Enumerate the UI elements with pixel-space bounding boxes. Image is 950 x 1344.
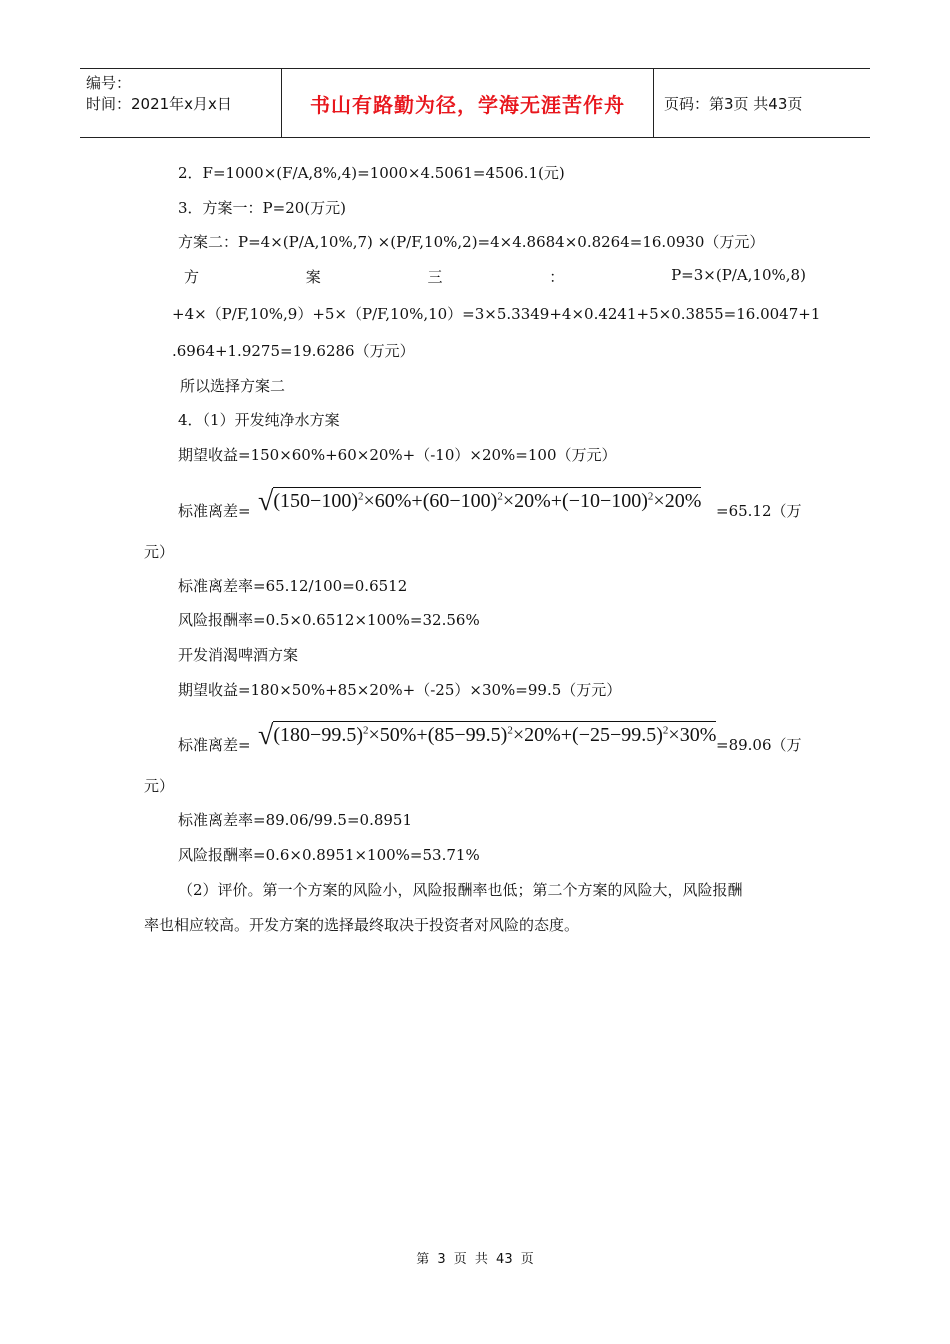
sqrt-icon: √ [258,486,274,517]
page-info: 页码：第3页 共43页 [664,94,803,113]
beer-std-dev-unit: 元） [144,777,175,795]
beer-std-dev-result: =89.06（万 [716,736,802,754]
answer-3-plan-3-result: .6964+1.9275=19.6286（万元） [172,342,415,360]
header-page-info-cell [654,69,870,137]
answer-3-plan-1: 3．方案一：P=20(万元) [178,199,346,217]
header-motto-cell [282,69,654,137]
answer-3-plan-2: 方案二：P=4×(P/A,10%,7) ×(P/F,10%,2)=4×4.8684×0.8264=16.0930（万元） [178,233,765,251]
beer-plan-heading: 开发消渴啤酒方案 [178,646,299,664]
answer-3-conclusion: 所以选择方案二 [180,377,286,395]
plan-3-char-1: 方 [184,268,200,286]
water-std-dev-formula [258,486,701,518]
beer-std-dev-rate: 标准离差率=89.06/99.5=0.8951 [178,811,413,829]
water-risk-return-rate: 风险报酬率=0.5×0.6512×100%=32.56% [178,611,480,629]
water-radicand: $(150-100)^2\times 60\%+(60-100)^2\times 20\%+(-10-100)^2\times 20\%$ [273,487,701,512]
plan-3-char-2: 案 [305,268,321,286]
water-std-dev-rate: 标准离差率=65.12/100=0.6512 [178,577,408,595]
page-header [80,68,870,138]
plan-3-colon: ： [549,268,565,286]
water-std-dev-result: =65.12（万 [716,502,802,520]
answer-3-plan-3 [184,266,806,287]
sqrt-icon: √ [258,720,274,751]
beer-std-dev-formula [258,720,716,752]
plan-3-char-3: 三 [427,268,443,286]
motto: 书山有路勤为径，学海无涯苦作舟 [310,92,625,117]
answer-2: 2．F=1000×(F/A,8%,4)=1000×4.5061=4506.1(元) [178,164,565,182]
plan-3-formula-start: P=3×(P/A,10%,8) [671,266,806,284]
evaluation-line-2: 率也相应较高。开发方案的选择最终取决于投资者对风险的态度。 [144,916,580,934]
beer-risk-return-rate: 风险报酬率=0.6×0.8951×100%=53.71% [178,846,480,864]
water-std-dev-unit: 元） [144,543,175,561]
evaluation-line-1: （2）评价。第一个方案的风险小，风险报酬率也低；第二个方案的风险大，风险报酬 [178,881,743,899]
answer-3-plan-3-cont: +4×（P/F,10%,9）+5×（P/F,10%,10）=3×5.3349+4×0.4241+5×0.3855=16.0047+1 [172,305,821,323]
header-meta [80,69,282,137]
answer-4-heading: 4．（1）开发纯净水方案 [178,411,340,429]
beer-expected-return: 期望收益=180×50%+85×20%+（-25）×30%=99.5（万元） [178,681,622,699]
water-expected-return: 期望收益=150×60%+60×20%+（-10）×20%=100（万元） [178,446,617,464]
page-footer: 第 3 页 共 43 页 [416,1252,534,1267]
water-std-dev-label: 标准离差= [178,502,251,520]
time-label: 时间：2021年x月x日 [86,95,232,113]
number-label: 编号： [86,74,132,92]
beer-std-dev-label: 标准离差= [178,736,251,754]
beer-radicand: $(180-99.5)^2\times 50\%+(85-99.5)^2\times 20\%+(-25-99.5)^2\times 30\%$ [273,721,716,746]
